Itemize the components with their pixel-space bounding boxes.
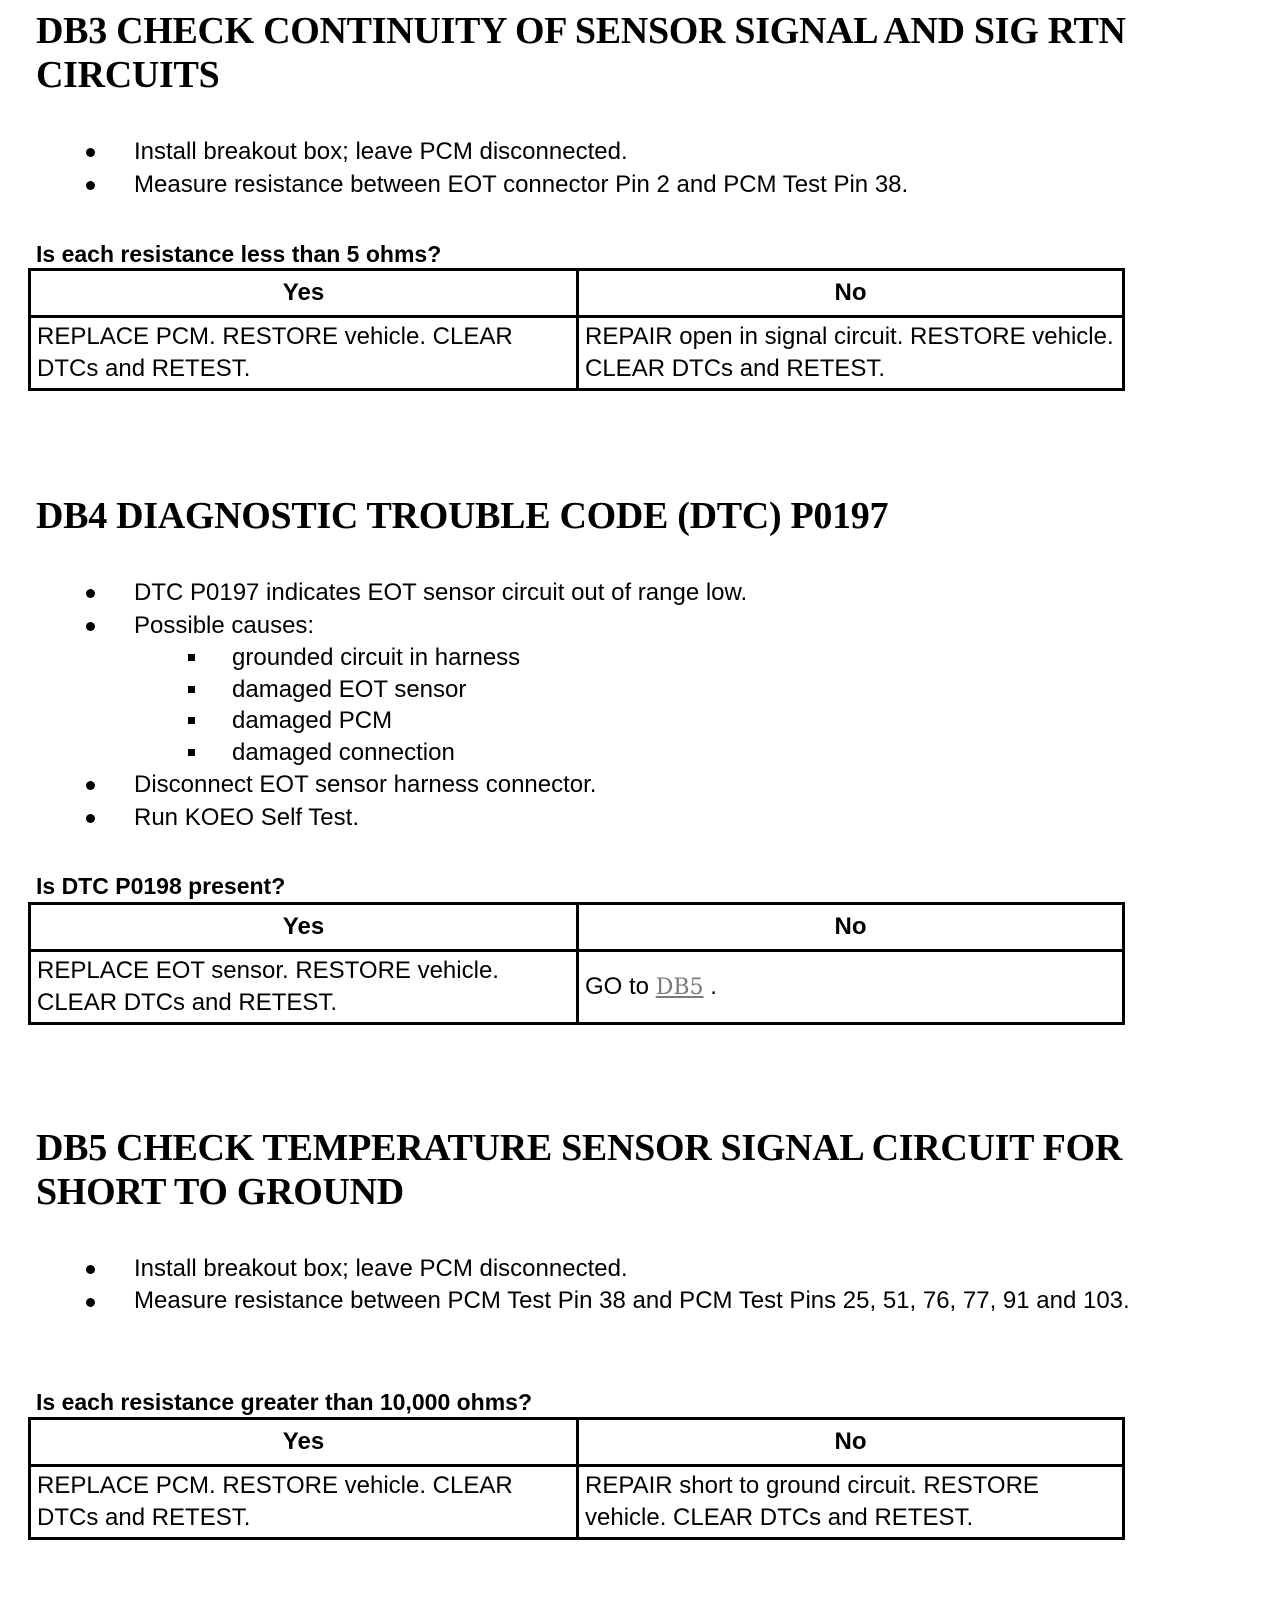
step-list [0, 135, 1264, 201]
cause-item: damaged EOT sensor [0, 674, 1264, 706]
bullet-icon [86, 1265, 95, 1274]
list-item: Measure resistance between PCM Test Pin 38 and PCM Test Pins 25, 51, 76, 77, 91 and 103. [0, 1285, 1214, 1316]
decision-question: Is each resistance less than 5 ohms? [36, 241, 442, 267]
section-heading: DB3 CHECK CONTINUITY OF SENSOR SIGNAL AND SIG RTN CIRCUITS [36, 10, 1126, 96]
list-item: Install breakout box; leave PCM disconnected. [0, 135, 1214, 168]
yes-action: REPLACE EOT sensor. RESTORE vehicle. CLEAR DTCs and RETEST. [30, 951, 578, 1024]
square-bullet-icon [188, 749, 195, 756]
yes-header: Yes [30, 904, 578, 951]
cause-item: damaged connection [0, 737, 1264, 769]
go-to-db5-link[interactable]: DB5 [655, 974, 704, 1000]
bullet-icon [86, 781, 95, 790]
yes-header: Yes [30, 1419, 578, 1466]
table-header-row [30, 1419, 1124, 1466]
no-action: GO to DB5 . [578, 951, 1124, 1024]
list-item: Measure resistance between EOT connector Pin 2 and PCM Test Pin 38. [0, 168, 1214, 201]
decision-table [28, 268, 1125, 391]
list-item: DTC P0197 indicates EOT sensor circuit out of range low. [0, 576, 1214, 609]
bullet-icon [86, 622, 95, 631]
square-bullet-icon [188, 717, 195, 724]
section-heading: DB4 DIAGNOSTIC TROUBLE CODE (DTC) P0197 [36, 495, 889, 537]
table-header-row [30, 270, 1124, 317]
bullet-icon [86, 1298, 95, 1307]
step-list [0, 576, 1264, 834]
list-item: Run KOEO Self Test. [0, 801, 1214, 834]
step-list [0, 1252, 1264, 1316]
no-header: No [578, 904, 1124, 951]
decision-table [28, 902, 1125, 1025]
no-action: REPAIR open in signal circuit. RESTORE vehicle. CLEAR DTCs and RETEST. [578, 317, 1124, 390]
yes-action: REPLACE PCM. RESTORE vehicle. CLEAR DTCs and RETEST. [30, 1466, 578, 1539]
yes-action: REPLACE PCM. RESTORE vehicle. CLEAR DTCs and RETEST. [30, 317, 578, 390]
decision-question: Is DTC P0198 present? [36, 873, 286, 899]
decision-question: Is each resistance greater than 10,000 ohms? [36, 1389, 533, 1415]
table-row [30, 1466, 1124, 1539]
bullet-icon [86, 148, 95, 157]
no-header: No [578, 270, 1124, 317]
list-item: Possible causes: [0, 609, 1214, 642]
table-row [30, 317, 1124, 390]
cause-item: grounded circuit in harness [0, 642, 1264, 674]
section-heading: DB5 CHECK TEMPERATURE SENSOR SIGNAL CIRCUIT FOR SHORT TO GROUND [36, 1127, 1122, 1213]
decision-table [28, 1417, 1125, 1540]
no-action: REPAIR short to ground circuit. RESTORE vehicle. CLEAR DTCs and RETEST. [578, 1466, 1124, 1539]
bullet-icon [86, 181, 95, 190]
bullet-icon [86, 814, 95, 823]
no-header: No [578, 1419, 1124, 1466]
list-item: Disconnect EOT sensor harness connector. [0, 768, 1214, 801]
square-bullet-icon [188, 686, 195, 693]
square-bullet-icon [188, 654, 195, 661]
yes-header: Yes [30, 270, 578, 317]
cause-item: damaged PCM [0, 705, 1264, 737]
bullet-icon [86, 589, 95, 598]
table-row [30, 951, 1124, 1024]
list-item: Install breakout box; leave PCM disconnected. [0, 1252, 1214, 1285]
table-header-row [30, 904, 1124, 951]
